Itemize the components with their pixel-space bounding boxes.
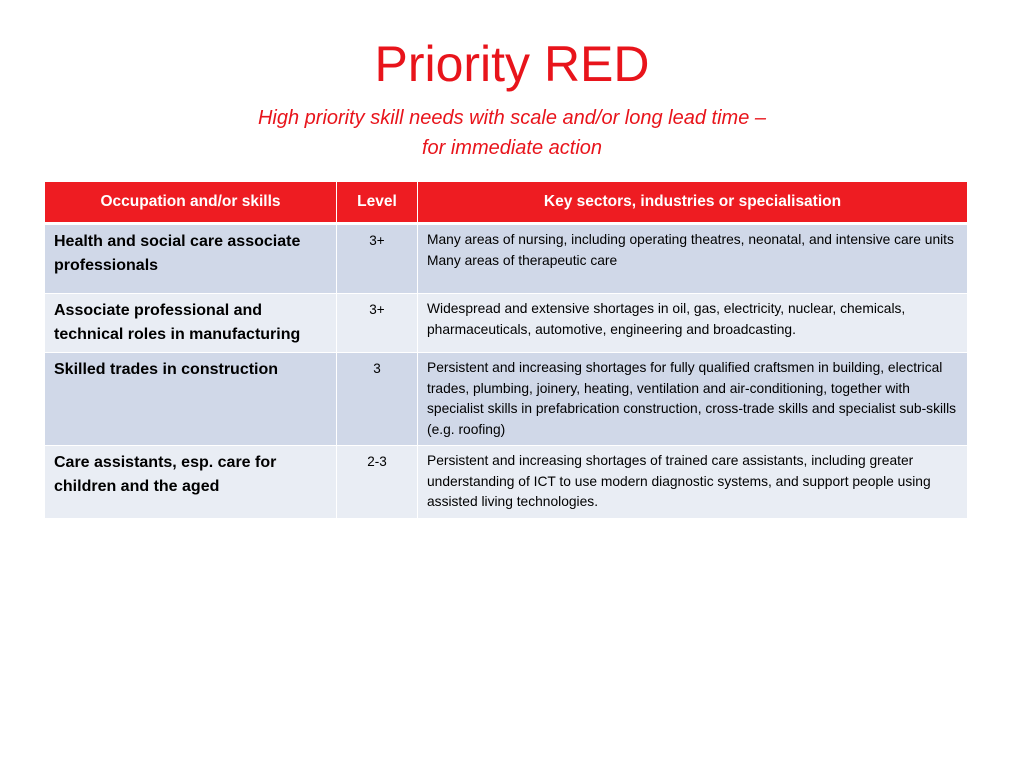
- header-sectors: Key sectors, industries or specialisation: [418, 182, 968, 224]
- level-cell: 3+: [337, 224, 418, 294]
- occupation-cell: Health and social care associate professionals: [45, 224, 337, 294]
- header-occupation: Occupation and/or skills: [45, 182, 337, 224]
- sectors-line: Widespread and extensive shortages in oil, gas, electricity, nuclear, chemicals, pharmaceuticals, automotive, engineering and broadcasting.: [427, 301, 906, 337]
- skills-table: [44, 182, 968, 519]
- table-row: [45, 294, 968, 353]
- sectors-line: Many areas of therapeutic care: [427, 252, 618, 268]
- header-row: [45, 182, 968, 224]
- sectors-cell: [418, 446, 968, 519]
- sectors-line: Persistent and increasing shortages of trained care assistants, including greater understanding of ICT to use modern diagnostic systems, and support people using assisted living technologies.: [427, 453, 931, 509]
- occupation-cell: Skilled trades in construction: [45, 353, 337, 446]
- level-cell: 3+: [337, 294, 418, 353]
- slide-title: Priority RED: [374, 36, 650, 92]
- slide-subtitle: [120, 103, 904, 163]
- sectors-cell: [418, 294, 968, 353]
- sectors-line: Persistent and increasing shortages for fully qualified craftsmen in building, electrical trades, plumbing, joinery, heating, ventilation and air-conditioning, together with specialist skills in prefabrication construction, cross-trade skills and specialist sub-skills (e.g. roofing): [427, 360, 957, 437]
- table-body: [45, 224, 968, 519]
- level-cell: 3: [337, 353, 418, 446]
- header-level: Level: [337, 182, 418, 224]
- occupation-cell: Associate professional and technical roles in manufacturing: [45, 294, 337, 353]
- occupation-cell: Care assistants, esp. care for children and the aged: [45, 446, 337, 519]
- sectors-cell: [418, 224, 968, 294]
- sectors-line: Many areas of nursing, including operating theatres, neonatal, and intensive care units: [427, 232, 954, 247]
- table-row: [45, 353, 968, 446]
- subtitle-line-1: High priority skill needs with scale and/or long lead time –: [257, 107, 767, 129]
- sectors-cell: [418, 353, 968, 446]
- subtitle-line-2: for immediate action: [421, 137, 603, 159]
- level-cell: 2-3: [337, 446, 418, 519]
- table-header: [45, 182, 968, 224]
- table-row: [45, 224, 968, 294]
- table-row: [45, 446, 968, 519]
